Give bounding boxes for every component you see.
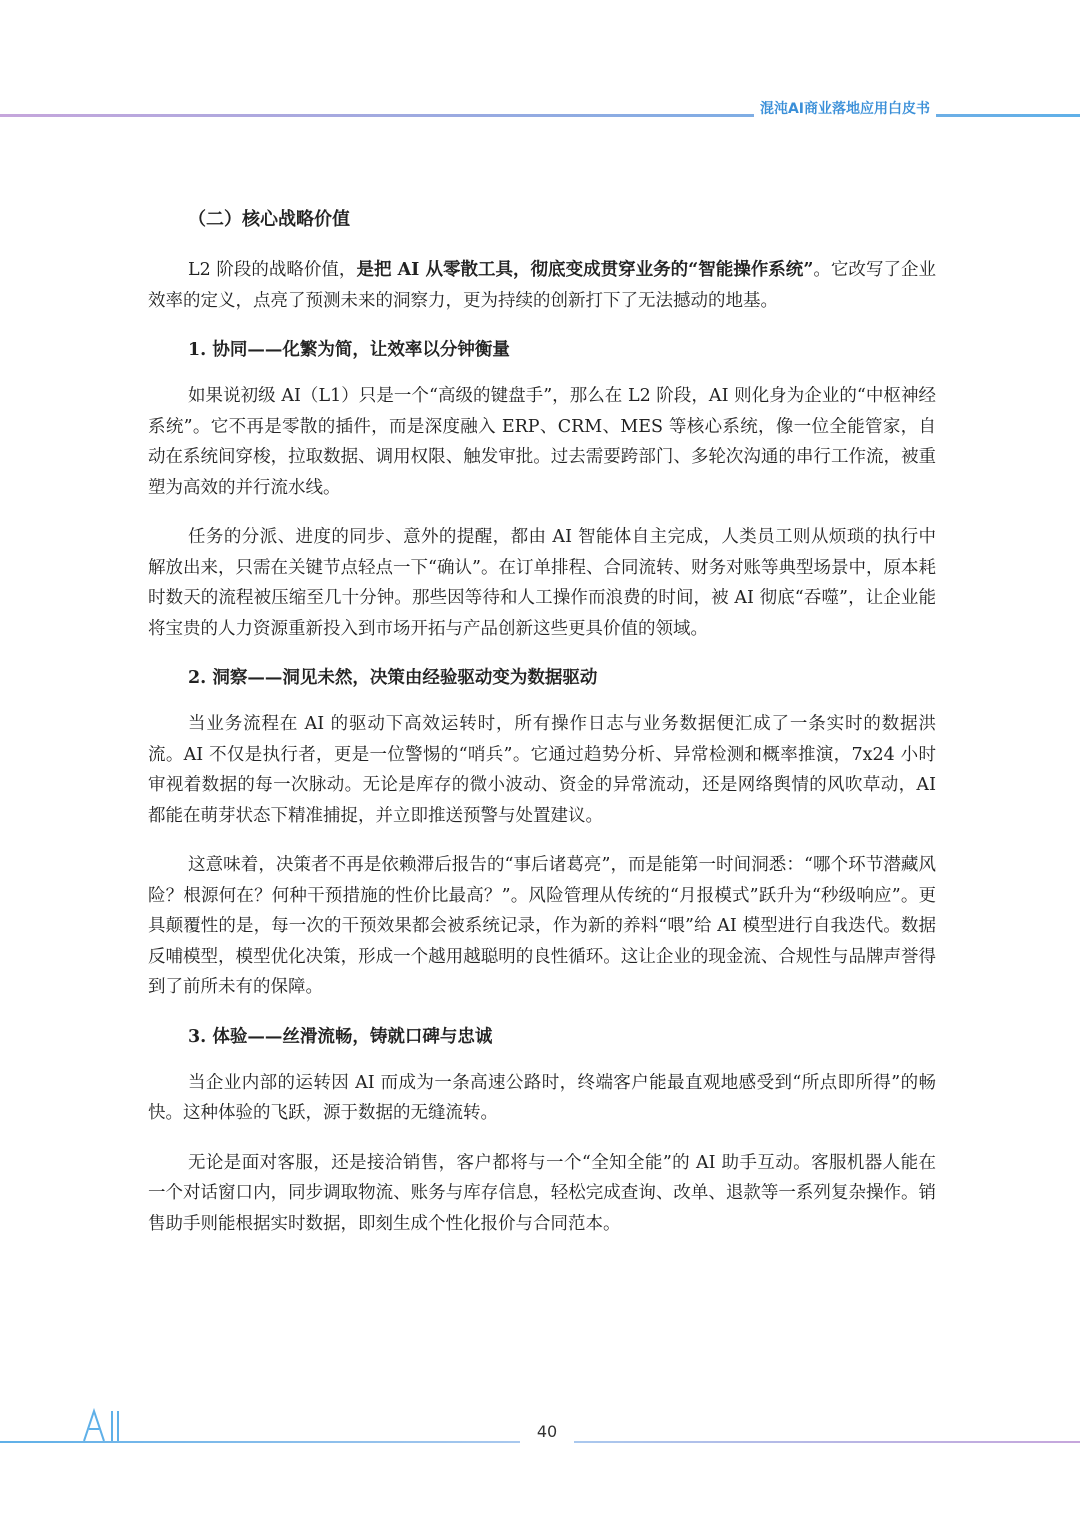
paragraph: 任务的分派、进度的同步、意外的提醒，都由 AI 智能体自主完成，人类员工则从烦琐的执行中解放出来，只需在关键节点轻点一下“确认”。在订单排程、合同流转、财务对账等典型场景中，原本耗时数天的流程被压缩至几十分钟。那些因等待和人工操作而浪费的时间，被 AI 彻底“吞噬”，让企业能将宝贵的人力资源重新投入到市场开拓与产品创新这些更具价值的领域。 xyxy=(148,527,936,639)
paragraph: 当企业内部的运转因 AI 而成为一条高速公路时，终端客户能最直观地感受到“所点即所得”的畅快。这种体验的飞跃，源于数据的无缝流转。 xyxy=(148,1072,936,1123)
page-number: 40 xyxy=(536,1422,558,1441)
subsection-heading-collaboration: 1. 协同——化繁为简，让效率以分钟衡量 xyxy=(188,340,510,360)
subsection-heading-experience: 3. 体验——丝滑流畅，铸就口碑与忠诚 xyxy=(188,1026,493,1047)
paragraph: 这意味着，决策者不再是依赖滞后报告的“事后诸葛亮”，而是能第一时间洞悉：“哪个环节潜藏风险？根源何在？何种干预措施的性价比最高？”。风险管理从传统的“月报模式”跃升为“秒级响应”。更具颠覆性的是，每一次的干预效果都会被系统记录，作为新的养料“喂”给 AI 模型进行自我迭代。数据反哺模型，模型优化决策，形成一个越用越聪明的良性循环。这让企业的现金流、合规性与品牌声誉得到了前所未有的保障。 xyxy=(148,855,936,997)
footer-divider-left xyxy=(0,1441,520,1443)
paragraph: 如果说初级 AI（L1）只是一个“高级的键盘手”，那么在 L2 阶段，AI 则化身为企业的“中枢神经系统”。它不再是零散的插件，而是深度融入 ERP、CRM、MES 等核心系统，像一位全能管家，自动在系统间穿梭，拉取数据、调用权限、触发审批。过去需要跨部门、多轮次沟通的串行工作流，被重塑为高效的并行流水线。 xyxy=(148,386,936,498)
intro-paragraph: L2 阶段的战略价值，是把 AI 从零散工具，彻底变成贯穿业务的“智能操作系统”。它改写了企业效率的定义，点亮了预测未来的洞察力，更为持续的创新打下了无法撼动的地基。 xyxy=(148,260,936,311)
subsection-heading-insight: 2. 洞察——洞见未然，决策由经验驱动变为数据驱动 xyxy=(188,668,598,688)
ai-logo-icon xyxy=(80,1407,130,1445)
section-title: （二）核心战略价值 xyxy=(188,209,350,230)
paragraph: 无论是面对客服，还是接洽销售，客户都将与一个“全知全能”的 AI 助手互动。客服机器人能在一个对话窗口内，同步调取物流、账务与库存信息，轻松完成查询、改单、退款等一系列复杂操作。销售助手则能根据实时数据，即刻生成个性化报价与合同范本。 xyxy=(148,1152,936,1234)
page-content xyxy=(148,205,936,1258)
paragraph: 当业务流程在 AI 的驱动下高效运转时，所有操作日志与业务数据便汇成了一条实时的数据洪流。AI 不仅是执行者，更是一位警惕的“哨兵”。它通过趋势分析、异常检测和概率推演，7x24 小时审视着数据的每一次脉动。无论是库存的微小波动、资金的异常流动，还是网络舆情的风吹草动，AI 都能在萌芽状态下精准捕捉，并立即推送预警与处置建议。 xyxy=(148,714,936,826)
header-title: 混沌AI商业落地应用白皮书 xyxy=(754,100,936,118)
footer-divider-right xyxy=(574,1441,1080,1443)
